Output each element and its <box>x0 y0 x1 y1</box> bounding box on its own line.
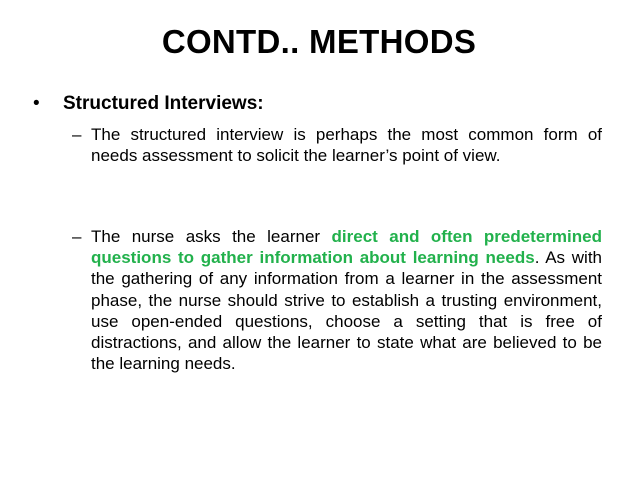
sub-bullet-marker: – <box>72 125 82 144</box>
sub-bullet-2-text-before: The nurse asks the learner <box>91 227 332 246</box>
sub-bullet-2-highlight: direct and often predetermined questions to gather information about learning needs <box>91 227 602 268</box>
sub-bullet-1-text: The structured interview is perhaps the most common form of needs assessment to solicit the learner’s point of view. <box>91 125 602 166</box>
sub-bullet-2 <box>72 226 602 374</box>
sub-bullet-2-text-after: . As with the gathering of any information from a learner in the assessment phase, the nurse should strive to establish a trusting environment, use open-ended questions, choose a setting that is free of distractions, and allow the learner to state what are believed to be the learning needs. <box>91 248 603 374</box>
sub-bullet-marker: – <box>72 227 82 246</box>
bullet-heading: Structured Interviews: <box>63 93 264 114</box>
bullet-marker: • <box>33 93 40 114</box>
sub-bullet-2-text <box>91 226 602 374</box>
bullet-structured-interviews <box>33 92 613 116</box>
slide-title: CONTD.. METHODS <box>161 23 477 60</box>
sub-bullet-1 <box>72 124 602 166</box>
